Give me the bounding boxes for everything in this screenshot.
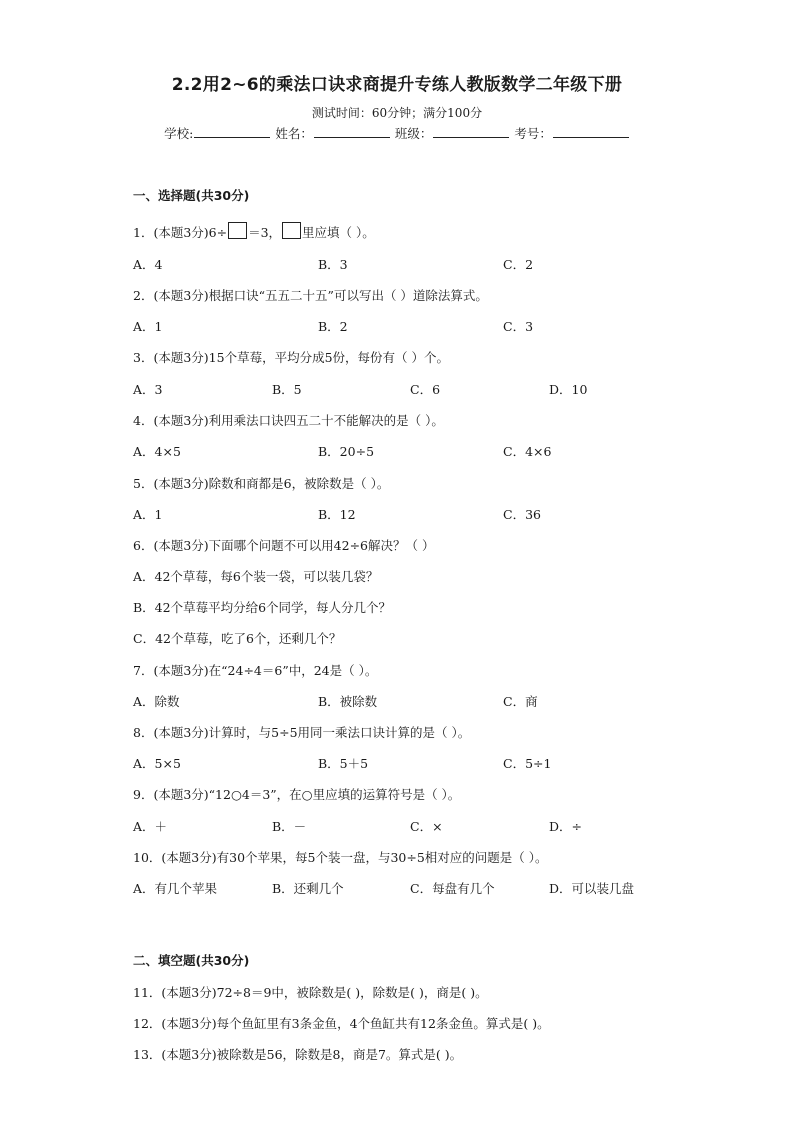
question-10-option-a: A．有几个苹果 <box>133 881 218 896</box>
question-7-option-a: A．除数 <box>133 694 180 709</box>
question-1-option-a: A．4 <box>133 257 163 272</box>
question-4-option-c: C．4×6 <box>503 444 552 459</box>
test-info: 测试时间：60分钟；满分100分 <box>311 106 483 120</box>
question-1-text-a: 1．(本题3分)6÷ <box>133 225 228 240</box>
question-7: 7．(本题3分)在“24÷4＝6”中，24是（ ）。 <box>133 663 378 678</box>
question-1-option-c: C．2 <box>503 257 534 272</box>
question-5-option-c: C．36 <box>503 507 541 522</box>
question-5-option-b: B．12 <box>318 507 356 522</box>
question-2-option-c: C．3 <box>503 319 534 334</box>
question-1-text-b: ＝3， <box>248 225 282 240</box>
question-9: 9．(本题3分)“12○4＝3”，在○里应填的运算符号是（ ）。 <box>133 787 461 802</box>
question-9-option-c: C．× <box>410 819 443 834</box>
section-heading-choice: 一、选择题(共30分) <box>133 188 250 203</box>
question-8: 8．(本题3分)计算时，与5÷5用同一乘法口诀计算的是（ ）。 <box>133 725 471 740</box>
class-blank <box>433 124 509 138</box>
question-3-option-d: D．10 <box>549 382 588 397</box>
question-3: 3．(本题3分)15个草莓，平均分成5份，每份有（ ）个。 <box>133 350 449 365</box>
question-3-option-c: C．6 <box>410 382 441 397</box>
school-label: 学校: <box>164 126 194 141</box>
question-9-option-a: A．＋ <box>133 819 168 834</box>
question-4: 4．(本题3分)利用乘法口诀四五二十不能解决的是（ ）。 <box>133 413 444 428</box>
question-3-option-b: B．5 <box>272 382 302 397</box>
answer-box <box>282 222 301 239</box>
question-1-text-c: 里应填（ ）。 <box>302 225 375 240</box>
question-9-option-d: D．÷ <box>549 819 582 834</box>
question-3-option-a: A．3 <box>133 382 163 397</box>
question-6-option-b: B．42个草莓平均分给6个同学，每人分几个？ <box>133 600 392 615</box>
school-blank <box>194 124 270 138</box>
answer-box <box>228 222 247 239</box>
question-11: 11．(本题3分)72÷8＝9中，被除数是( )，除数是( )，商是( )。 <box>133 985 488 1000</box>
question-8-option-b: B．5＋5 <box>318 756 369 771</box>
section-heading-fill-in: 二、填空题(共30分) <box>133 953 250 968</box>
question-7-option-b: B．被除数 <box>318 694 378 709</box>
question-5-option-a: A．1 <box>133 507 163 522</box>
question-9-option-b: B．－ <box>272 819 307 834</box>
question-10-option-b: B．还剩几个 <box>272 881 344 896</box>
exam-number-label: 考号： <box>514 126 552 141</box>
question-1-option-b: B．3 <box>318 257 348 272</box>
class-label: 班级： <box>394 126 433 141</box>
question-4-option-b: B．20÷5 <box>318 444 375 459</box>
name-blank <box>314 124 390 138</box>
question-5: 5．(本题3分)除数和商都是6，被除数是（ ）。 <box>133 476 390 491</box>
question-10-option-c: C．每盘有几个 <box>410 881 495 896</box>
question-1 <box>133 222 375 241</box>
question-8-option-a: A．5×5 <box>133 756 181 771</box>
question-13: 13．(本题3分)被除数是56，除数是8，商是7。算式是( )。 <box>133 1047 463 1062</box>
question-10-option-d: D．可以装几盘 <box>549 881 635 896</box>
question-8-option-c: C．5÷1 <box>503 756 552 771</box>
document-title: 2.2用2~6的乘法口诀求商提升专练人教版数学二年级下册 <box>171 75 623 95</box>
question-2: 2．(本题3分)根据口诀“五五二十五”可以写出（ ）道除法算式。 <box>133 288 488 303</box>
question-6-option-c: C．42个草莓，吃了6个，还剩几个？ <box>133 631 342 646</box>
question-4-option-a: A．4×5 <box>133 444 181 459</box>
student-info-line <box>0 124 794 142</box>
question-2-option-a: A．1 <box>133 319 163 334</box>
question-12: 12．(本题3分)每个鱼缸里有3条金鱼，4个鱼缸共有12条金鱼。算式是( )。 <box>133 1016 550 1031</box>
question-6-option-a: A．42个草莓，每6个装一袋，可以装几袋？ <box>133 569 379 584</box>
exam-number-blank <box>553 124 629 138</box>
question-10: 10．(本题3分)有30个苹果，每5个装一盘，与30÷5相对应的问题是（ ）。 <box>133 850 548 865</box>
question-6: 6．(本题3分)下面哪个问题不可以用42÷6解决？（ ） <box>133 538 435 553</box>
question-2-option-b: B．2 <box>318 319 348 334</box>
question-7-option-c: C．商 <box>503 694 538 709</box>
name-label: 姓名： <box>275 126 313 141</box>
